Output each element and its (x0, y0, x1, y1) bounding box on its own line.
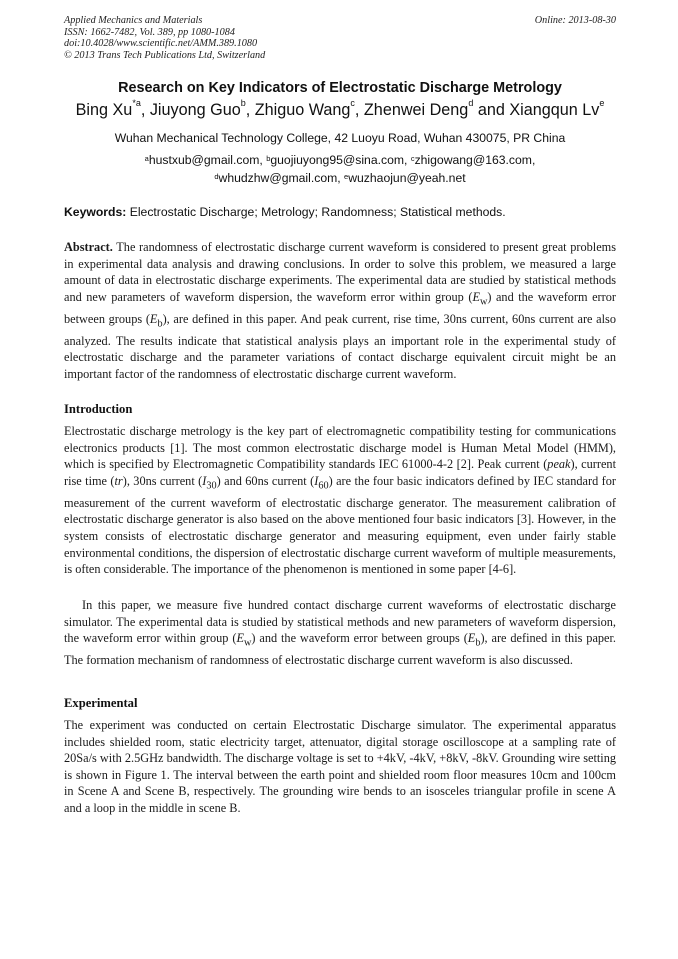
author-conjunction: and (477, 101, 505, 119)
abstract-text: ), are defined in this paper. And peak current, rise time, 30ns current, 60ns current are also analyzed. The results indicate that statistical analysis plays an important role in the experimental study of electrostatic discharge and the parameter variations of contact discharge equivalent circuit might be an important factor of the randomness of electrostatic discharge current waveform. (64, 311, 616, 382)
email-mark: c (410, 154, 415, 163)
author-mark: d (468, 98, 474, 108)
author-emails: $^a$hustxub@gmail.com, $^b$guojiuyong95@sina.com, $^c$zhigowang@163.com, $^d$whudzhw@gmail.com, $^e$wuzhaojun@yeah.net (144, 153, 536, 185)
symbol-eb: E (149, 311, 158, 326)
abstract-text: The randomness of electrostatic discharge current waveform is considered to present great problems in experimental data analysis and drawing conclusions. In order to solve this problem, we measured a large amount of data in electrostatic discharge experiments. The experimental data are studied by statistical methods and new parameters of waveform dispersion, the waveform error within group ( (64, 240, 616, 304)
journal-copyright: © 2013 Trans Tech Publications Ltd, Switzerland (64, 49, 266, 61)
symbol-i60: I (314, 473, 319, 488)
journal-header (64, 15, 616, 61)
email-mark: a (144, 154, 149, 163)
paper-title: Research on Key Indicators of Electrostatic Discharge Metrology (118, 80, 562, 96)
email-link[interactable]: wuzhaojun@yeah.net (348, 170, 466, 185)
symbol-eb-sub: b (157, 318, 163, 330)
affiliation: Wuhan Mechanical Technology College, 42 Luoyu Road, Wuhan 430075, PR China (114, 131, 566, 145)
intro-text: ), current rise time ( (64, 457, 616, 488)
keywords (64, 205, 616, 219)
intro-text: ) and 60ns current ( (216, 473, 315, 488)
symbol-peak: peak (547, 457, 571, 472)
symbol-i30: I (202, 473, 207, 488)
symbol-tr: tr (114, 473, 123, 488)
journal-issn: ISSN: 1662-7482, Vol. 389, pp 1080-1084 (64, 26, 235, 38)
email-mark: e (344, 171, 349, 181)
email-link[interactable]: whudzhw@gmail.com (218, 170, 338, 185)
email-mark: b (266, 154, 271, 163)
author-name: Zhenwei Deng (363, 101, 469, 119)
intro-text: ) are the four basic indicators defined by IEC standard for measurement of the current waveform of electrostatic discharge generator. The measurement calibration of electrostatic discharge generator is also based on the above mentioned four basic indicators [3]. However, in the system consists of electrostatic discharge generator and measuring equipment, even under fairly stable environmental conditions, the dispersion of electrostatic discharge current waveform of multiple measurements, is often considerable. The importance of the phenomenon is mentioned in some paper [4-6]. (64, 473, 616, 577)
author-name: Xiangqun Lv (509, 101, 600, 119)
symbol-ew-sub: w (243, 637, 252, 649)
keywords-text: Electrostatic Discharge; Metrology; Randomness; Statistical methods. (129, 205, 506, 219)
symbol-eb-sub: b (475, 637, 481, 649)
online-date: Online: 2013-08-30 (534, 15, 616, 26)
email-mark: d (214, 171, 219, 181)
author-name: Bing Xu (75, 101, 133, 119)
author-mark: *a (132, 98, 141, 108)
introduction-paragraph-2 (64, 597, 616, 669)
experimental-paragraph-1: The experiment was conducted on certain Electrostatic Discharge simulator. The experimental apparatus includes shielded room, static electricity target, attenuator, digital storage oscilloscope at a sampling rate of 20Sa/s with 2.5GHz bandwidth. The discharge voltage is set to +4kV, -4kV, +8kV, -8kV. Grounding wire setting is shown in Figure 1. The interval between the earth point and shielded room floor measures 10cm and 100cm in Scene A and Scene B, respectively. The grounding wire bends to an isosceles triangular profile in scene A and a loop in the middle in scene B. (64, 718, 616, 815)
symbol-i30-sub: 30 (206, 480, 217, 492)
intro-text: ), are defined in this paper. The formation mechanism of randomness of electrostatic discharge current waveform is also discussed. (64, 631, 617, 668)
author-name: Zhiguo Wang (254, 101, 351, 119)
symbol-ew: E (236, 631, 244, 646)
author-list: Bing Xu$^{*a}$, Jiuyong Guo$^b$, Zhiguo Wang$^c$, Zhenwei Deng$^d$ and Xiangqun Lv$^e$ (75, 98, 605, 119)
email-link[interactable]: guojiuyong95@sina.com (270, 153, 405, 167)
email-link[interactable]: hustxub@gmail.com (148, 153, 260, 167)
intro-text: Electrostatic discharge metrology is the key part of electromagnetic compatibility testing for communications electronics products [1]. The most common electrostatic discharge model is Human Metal Model (HMM), which is specified by Electromagnetic Compatibility standards IEC 61000-4-2 [2]. Peak current ( (64, 424, 616, 472)
symbol-ew: E (472, 289, 480, 304)
keywords-label: Keywords: (64, 205, 127, 219)
author-name: Jiuyong Guo (149, 101, 241, 119)
symbol-ew-sub: w (479, 296, 488, 308)
abstract (64, 239, 616, 383)
journal-doi: doi:10.4028/www.scientific.net/AMM.389.1080 (64, 38, 258, 50)
author-mark: b (240, 98, 246, 108)
author-mark: e (599, 98, 605, 108)
intro-text: ) and the waveform error between groups ( (251, 631, 468, 646)
section-heading-introduction: Introduction (64, 402, 133, 416)
symbol-i60-sub: 60 (318, 480, 329, 492)
abstract-text: ) and the waveform error between groups ( (64, 289, 616, 326)
journal-name: Applied Mechanics and Materials (64, 15, 203, 26)
section-heading-experimental: Experimental (64, 696, 138, 710)
introduction-paragraph-1 (64, 423, 616, 578)
symbol-eb: E (467, 631, 476, 646)
abstract-label: Abstract. (64, 240, 113, 254)
author-mark: c (350, 98, 355, 108)
intro-text: In this paper, we measure five hundred contact discharge current waveforms of electrostatic discharge simulator. The experimental data is studied by statistical methods and new parameters of waveform dispersion, the waveform error within group ( (64, 598, 616, 646)
intro-text: ), 30ns current ( (122, 473, 203, 488)
email-link[interactable]: zhigowang@163.com (414, 153, 532, 167)
